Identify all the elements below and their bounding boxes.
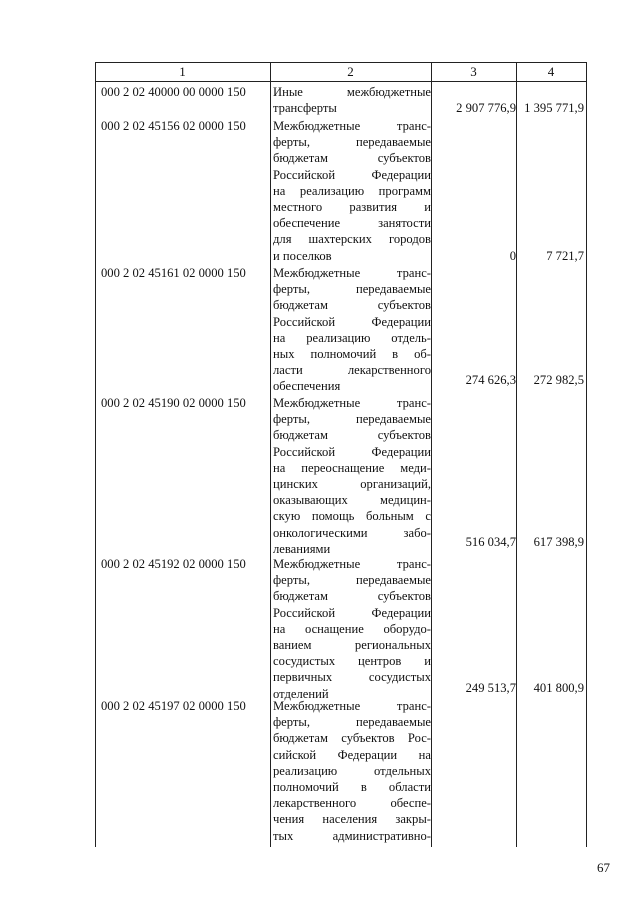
column-border	[270, 62, 271, 847]
row-value-col4: 401 800,9	[533, 681, 584, 695]
description-line: Межбюджетные транс-	[273, 119, 431, 133]
description-line: ферты, передаваемые	[273, 573, 431, 588]
row-code: 000 2 02 45156 02 0000 150	[101, 119, 246, 133]
description-line: отделений	[273, 686, 329, 701]
description-line: ферты, передаваемые	[273, 715, 431, 730]
header-col-1: 1	[179, 64, 186, 79]
row-value-col4: 7 721,7	[546, 249, 584, 263]
description-line: на реализацию отдель-	[273, 330, 431, 345]
description-line: Российской Федерации	[273, 605, 431, 620]
description-line: сосудистых центров и	[273, 654, 431, 669]
description-line: обеспечения	[273, 379, 341, 394]
row-value-col3: 0	[509, 249, 516, 263]
description-line: полномочий в области	[273, 779, 431, 794]
row-code: 000 2 02 45190 02 0000 150	[101, 396, 246, 410]
description-line: бюджетам субъектов	[273, 589, 431, 604]
header-bottom-border	[95, 81, 586, 82]
description-line: леваниями	[273, 541, 331, 556]
description-line: Межбюджетные транс-	[273, 699, 431, 713]
description-line: на реализацию программ	[273, 183, 431, 198]
description-line: Межбюджетные транс-	[273, 557, 431, 571]
description-line: на оснащение оборудо-	[273, 621, 431, 636]
description-line: оказывающих медицин-	[273, 493, 431, 508]
description-line: ферты, передаваемые	[273, 282, 431, 297]
description-line: чения населения закры-	[273, 812, 431, 827]
description-line: ферты, передаваемые	[273, 135, 431, 150]
description-line: ласти лекарственного	[273, 363, 431, 378]
row-description	[273, 395, 431, 557]
row-value-col4: 1 395 771,9	[524, 101, 584, 115]
description-line: Межбюджетные транс-	[273, 266, 431, 280]
description-line: ных полномочий в об-	[273, 346, 431, 361]
description-line: Российской Федерации	[273, 444, 431, 459]
description-line: тых административно-	[273, 828, 431, 843]
description-line: цинских организаций,	[273, 476, 431, 491]
description-line: онкологическими забо-	[273, 525, 431, 540]
description-line: скую помощь больным с	[273, 509, 431, 524]
row-description	[273, 118, 431, 264]
row-code: 000 2 02 40000 00 0000 150	[101, 85, 246, 99]
row-value-col3: 274 626,3	[465, 373, 516, 387]
row-code: 000 2 02 45197 02 0000 150	[101, 699, 246, 713]
column-border	[431, 62, 432, 847]
description-line: ферты, передаваемые	[273, 412, 431, 427]
description-line: и поселков	[273, 248, 332, 263]
header-col-3: 3	[470, 64, 477, 79]
row-value-col3: 516 034,7	[465, 535, 516, 549]
row-value-col4: 617 398,9	[533, 535, 584, 549]
row-value-col3: 2 907 776,9	[456, 101, 516, 115]
description-line: бюджетам субъектов Рос-	[273, 731, 431, 746]
row-description	[273, 265, 431, 395]
description-line: обеспечение занятости	[273, 216, 431, 231]
description-line: бюджетам субъектов	[273, 151, 431, 166]
row-value-col4: 272 982,5	[533, 373, 584, 387]
description-line: для шахтерских городов	[273, 232, 431, 247]
column-border	[516, 62, 517, 847]
description-line: ванием региональных	[273, 637, 431, 652]
row-description	[273, 84, 431, 116]
description-line: местного развития и	[273, 199, 431, 214]
description-line: бюджетам субъектов	[273, 298, 431, 313]
description-line: Российской Федерации	[273, 314, 431, 329]
row-description	[273, 698, 431, 844]
row-code: 000 2 02 45161 02 0000 150	[101, 266, 246, 280]
budget-table	[95, 62, 586, 847]
column-border	[95, 62, 96, 847]
header-col-4: 4	[547, 64, 555, 79]
description-line: трансферты	[273, 101, 337, 116]
row-description	[273, 556, 431, 702]
row-value-col3: 249 513,7	[465, 681, 516, 695]
description-line: на переоснащение меди-	[273, 460, 431, 475]
header-col-2: 2	[347, 64, 354, 79]
description-line: Российской Федерации	[273, 167, 431, 182]
column-border	[586, 62, 587, 847]
description-line: бюджетам субъектов	[273, 428, 431, 443]
description-line: сийской Федерации на	[273, 747, 431, 762]
description-line: лекарственного обеспе-	[273, 796, 431, 811]
description-line: Межбюджетные транс-	[273, 396, 431, 410]
description-line: Иные межбюджетные	[273, 85, 431, 99]
row-code: 000 2 02 45192 02 0000 150	[101, 557, 246, 571]
description-line: реализацию отдельных	[273, 763, 431, 778]
description-line: первичных сосудистых	[273, 670, 431, 685]
page-number: 67	[597, 860, 610, 875]
